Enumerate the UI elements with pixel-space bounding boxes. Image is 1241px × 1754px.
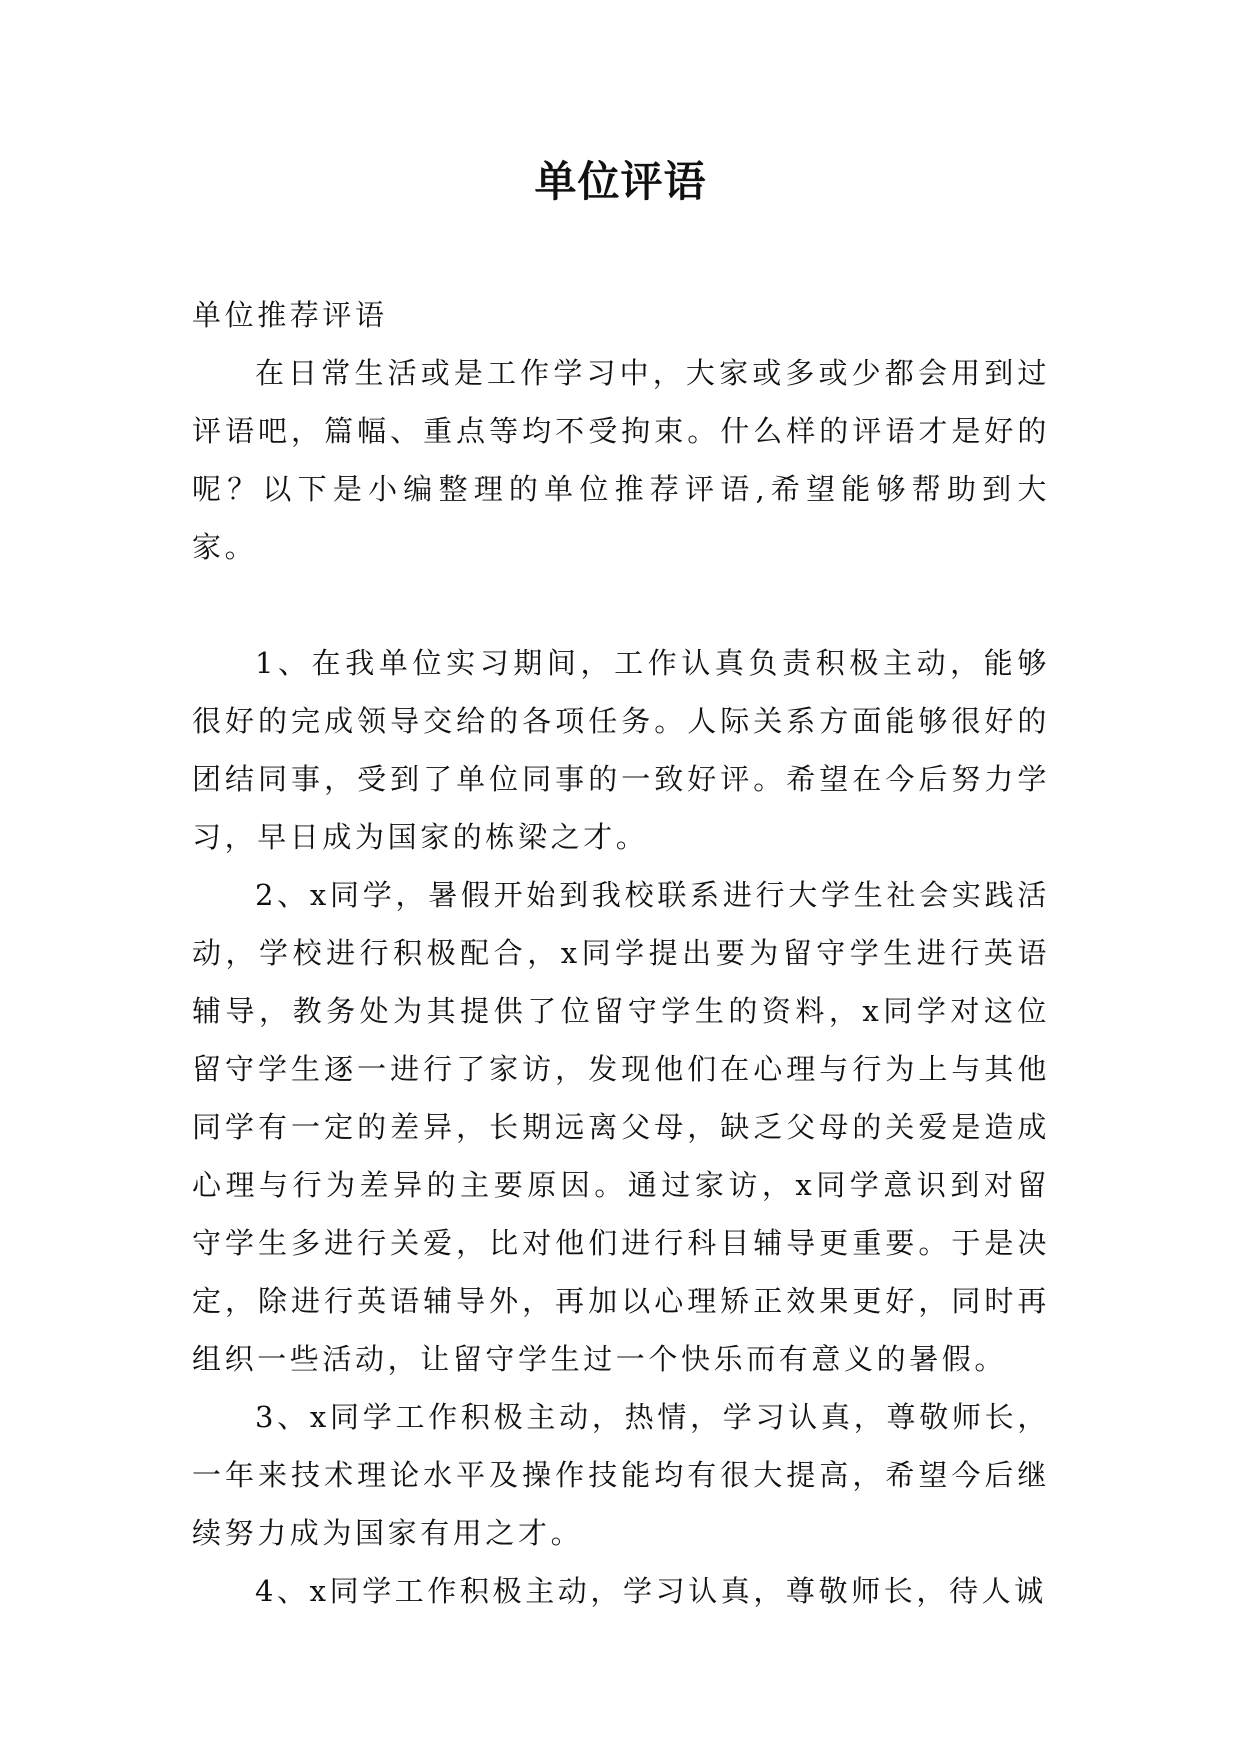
list-item: 2、x同学，暑假开始到我校联系进行大学生社会实践活动，学校进行积极配合，x同学提出要为留守学生进行英语辅导，教务处为其提供了位留守学生的资料，x同学对这位留守学生逐一进行了家访，发现他们在心理与行为上与其他同学有一定的差异，长期远离父母，缺乏父母的关爱是造成心理与行为差异的主要原因。通过家访，x同学意识到对留守学生多进行关爱，比对他们进行科目辅导更重要。于是决定，除进行英语辅导外，再加以心理矫正效果更好，同时再组织一些活动，让留守学生过一个快乐而有意义的暑假。 [192, 878, 1050, 1376]
document-body [192, 286, 1050, 1620]
intro-paragraph: 在日常生活或是工作学习中，大家或多或少都会用到过评语吧，篇幅、重点等均不受拘束。什么样的评语才是好的呢？以下是小编整理的单位推荐评语,希望能够帮助到大家。 [192, 356, 1050, 564]
paragraph-spacer [192, 576, 1050, 634]
list-item: 1、在我单位实习期间，工作认真负责积极主动，能够很好的完成领导交给的各项任务。人际关系方面能够很好的团结同事，受到了单位同事的一致好评。希望在今后努力学习，早日成为国家的栋梁之才。 [192, 646, 1050, 854]
document-title: 单位评语 [534, 157, 707, 206]
list-item: 3、x同学工作积极主动，热情，学习认真，尊敬师长，一年来技术理论水平及操作技能均有很大提高，希望今后继续努力成为国家有用之才。 [192, 1400, 1050, 1550]
document-subtitle: 单位推荐评语 [192, 298, 388, 332]
list-item: 4、x同学工作积极主动，学习认真，尊敬师长，待人诚 [255, 1574, 1047, 1608]
